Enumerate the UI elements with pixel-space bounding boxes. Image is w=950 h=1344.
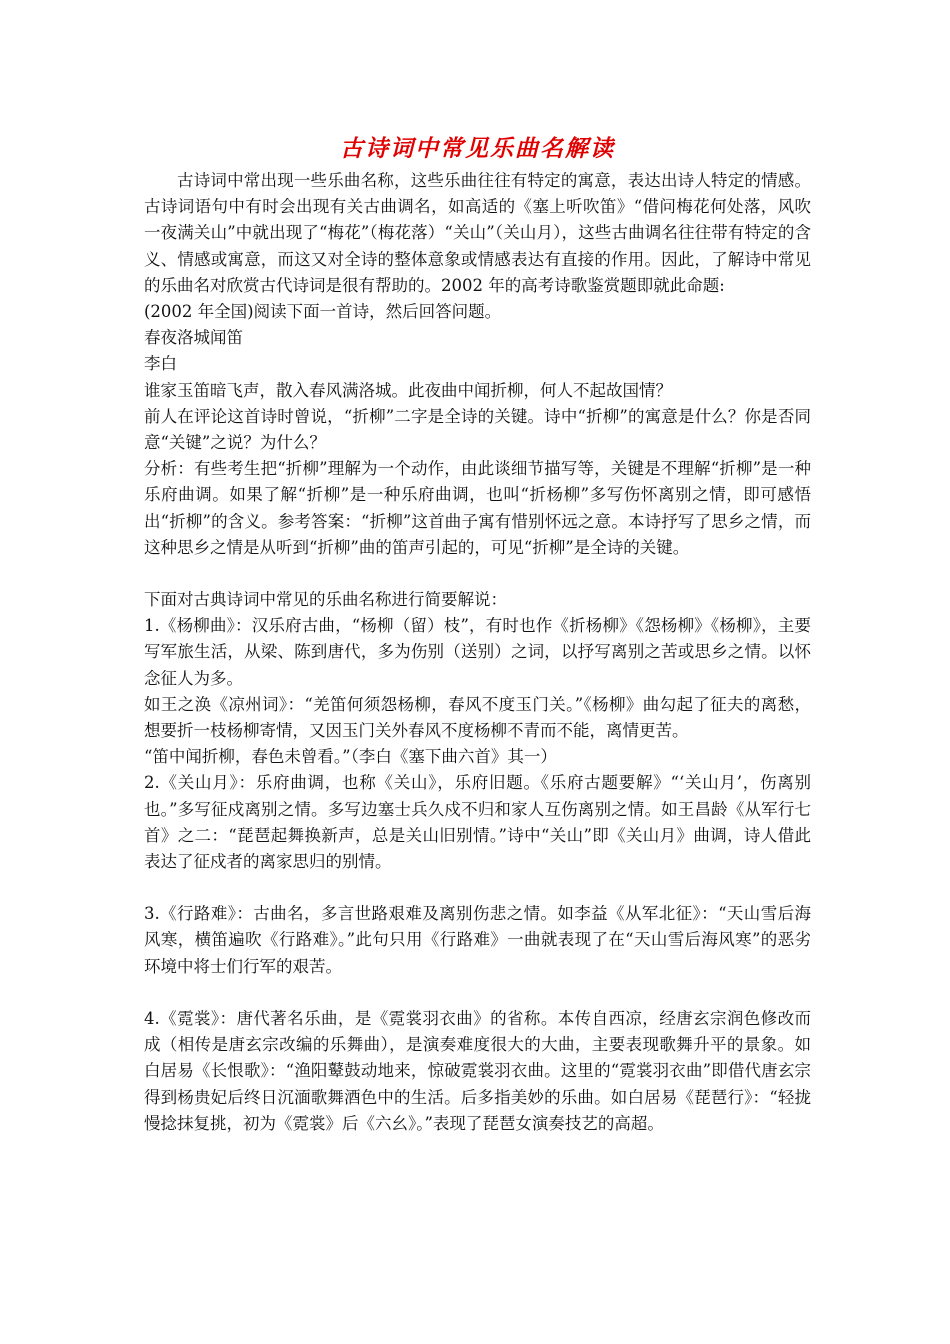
paragraph-spacer [144,561,811,587]
item-1-example-1: 如王之涣《凉州词》：“羌笛何须怨杨柳，春风不度玉门关。”《杨柳》曲勾起了征夫的离愁，想要折一枝杨柳寄情，又因玉门关外春风不度杨柳不青而不能，离情更苦。 [144,694,811,741]
item-1-example-2: “笛中闻折柳，春色未曾看。”（李白《塞下曲六首》其一） [144,747,557,767]
poem-title: 春夜洛城闻笛 [144,328,243,348]
document-body [144,130,811,1137]
paragraph-spacer [144,875,811,901]
item-1-definition: 1.《杨柳曲》：汉乐府古曲，“杨柳（留）枝”，有时也作《折杨柳》《怨杨柳》《杨柳》，主要写军旅生活，从梁、陈到唐代，多为伤别（送别）之词，以抒写离别之苦或思乡之情。以怀念征人为多。 [144,616,811,688]
item-4: 4.《霓裳》：唐代著名乐曲，是《霓裳羽衣曲》的省称。本传自西凉，经唐玄宗润色修改而成（相传是唐玄宗改编的乐舞曲），是演奏难度很大的大曲，主要表现歌舞升平的景象。如白居易《长恨歌》：“渔阳鼙鼓动地来，惊破霓裳羽衣曲。这里的“霓裳羽衣曲”即借代唐玄宗得到杨贵妃后终日沉湎歌舞酒色中的生活。后多指美妙的乐曲。如白居易《琵琶行》：“轻拢慢捻抹复挑，初为《霓裳》后《六幺》。”表现了琵琶女演奏技艺的高超。 [144,1008,811,1133]
poem-text: 谁家玉笛暗飞声，散入春风满洛城。此夜曲中闻折柳，何人不起故国情？ [144,380,672,400]
exam-intro: (2002 年全国)阅读下面一首诗，然后回答问题。 [144,302,502,322]
page-title: 古诗词中常见乐曲名解读 [340,135,615,162]
list-intro: 下面对古典诗词中常见的乐曲名称进行简要解说： [144,590,507,610]
item-3: 3.《行路难》：古曲名，多言世路艰难及离别伤悲之情。如李益《从军北征》：“天山雪后海风寒，横笛遍吹《行路难》。”此句只用《行路难》一曲就表现了在“天山雪后海风寒”的恶劣环境中将士们行军的艰苦。 [144,904,811,976]
paragraph-spacer [144,980,811,1006]
poem-author: 李白 [144,354,177,374]
item-2: 2.《关山月》：乐府曲调，也称《关山》，乐府旧题。《乐府古题要解》“‘关山月’，伤离别也。”多写征戍离别之情。多写边塞士兵久戍不归和家人互伤离别之情。如王昌龄《从军行七首》之二：“琵琶起舞换新声，总是关山旧别情。”诗中“关山”即《关山月》曲调，诗人借此表达了征戍者的离家思归的别情。 [144,773,811,872]
analysis-paragraph: 分析：有些考生把“折柳”理解为一个动作，由此谈细节描写等，关键是不理解“折柳”是一种乐府曲调。如果了解“折柳”是一种乐府曲调，也叫“折杨柳”多写伤怀离别之情，即可感悟出“折柳”的含义。参考答案：“折柳”这首曲子寓有惜别怀远之意。本诗抒写了思乡之情，而这种思乡之情是从听到“折柳”曲的笛声引起的，可见“折柳”是全诗的关键。 [144,459,811,557]
question-paragraph: 前人在评论这首诗时曾说，“折柳”二字是全诗的关键。诗中“折柳”的寓意是什么？你是否同意“关键”之说？为什么？ [144,406,811,453]
intro-paragraph: 古诗词中常出现一些乐曲名称，这些乐曲往往有特定的寓意，表达出诗人特定的情感。古诗词语句中有时会出现有关古曲调名，如高适的《塞上听吹笛》“借问梅花何处落，风吹一夜满关山”中就出现了“梅花”（梅花落）“关山”（关山月），这些古曲调名往往带有特定的含义、情感或寓意，而这又对全诗的整体意象或情感表达有直接的作用。因此，了解诗中常见的乐曲名对欣赏古代诗词是很有帮助的。2002 年的高考诗歌鉴赏题即就此命题: [144,171,811,295]
